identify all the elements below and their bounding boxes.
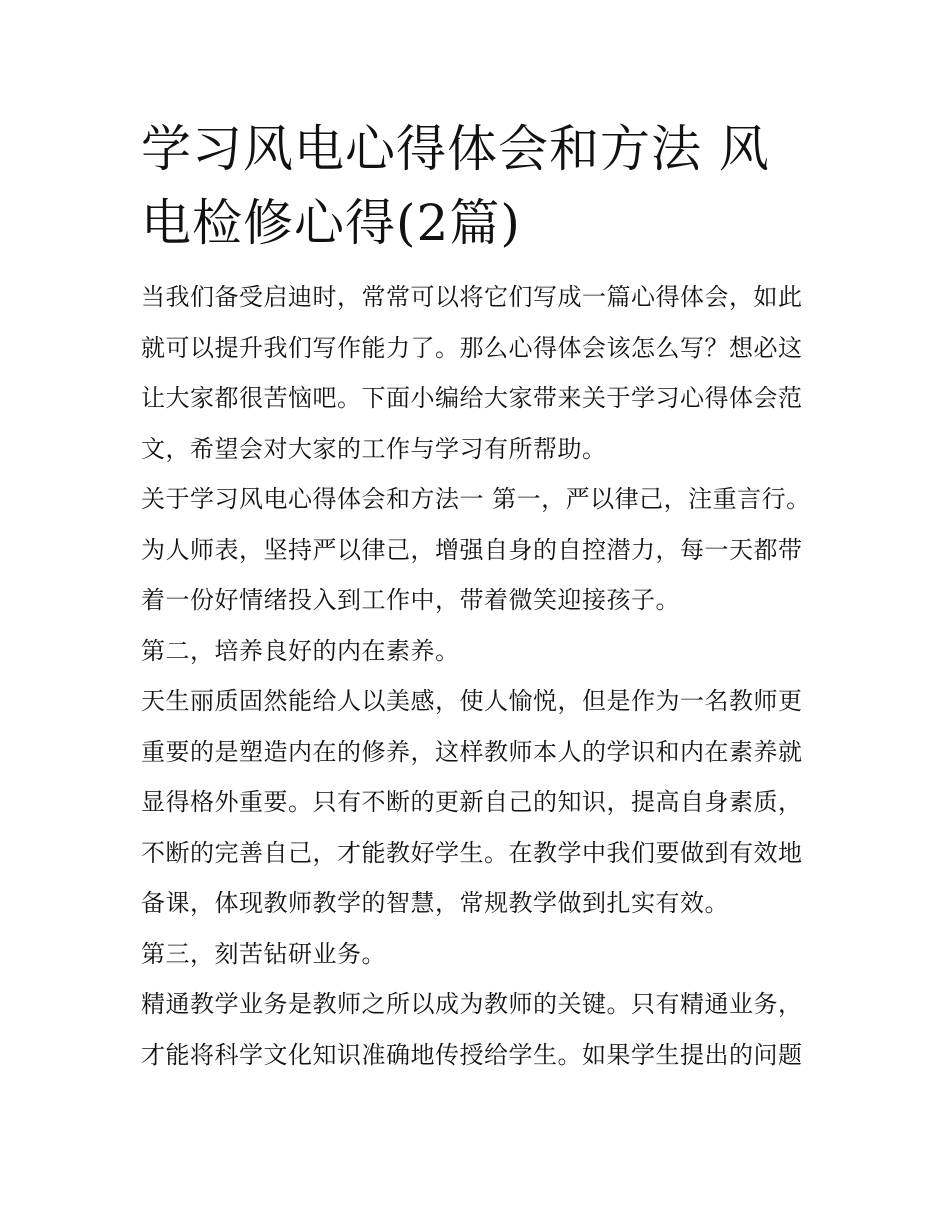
section-three-heading: 第三，刻苦钻研业务。 <box>141 939 386 968</box>
document-title: 学习风电心得体会和方法 风电检修心得(2篇) <box>141 120 770 252</box>
section-two-heading: 第二，培养良好的内在素养。 <box>141 636 460 665</box>
section-three-paragraph: 精通教学业务是教师之所以成为教师的关键。只有精通业务，才能将科学文化知识准确地传授给学生。如果学生提出的问题 <box>141 990 803 1069</box>
section-one-paragraph: 关于学习风电心得体会和方法一 第一，严以律己，注重言行。 为人师表，坚持严以律己，增强自身的自控潜力，每一天都带着一份好情绪投入到工作中，带着微笑迎接孩子。 <box>141 485 811 614</box>
section-two-paragraph: 天生丽质固然能给人以美感，使人愉悦，但是作为一名教师更重要的是塑造内在的修养，这样教师本人的学识和内在素养就显得格外重要。只有不断的更新自己的知识，提高自身素质，不断的完善自己，才能教好学生。在教学中我们要做到有效地备课，体现教师教学的智慧，常规教学做到扎实有效。 <box>141 687 803 917</box>
intro-paragraph: 当我们备受启迪时，常常可以将它们写成一篇心得体会，如此就可以提升我们写作能力了。那么心得体会该怎么写？想必这让大家都很苦恼吧。下面小编给大家带来关于学习心得体会范文，希望会对大家的工作与学习有所帮助。 <box>141 283 803 463</box>
document-body <box>141 112 813 1080</box>
